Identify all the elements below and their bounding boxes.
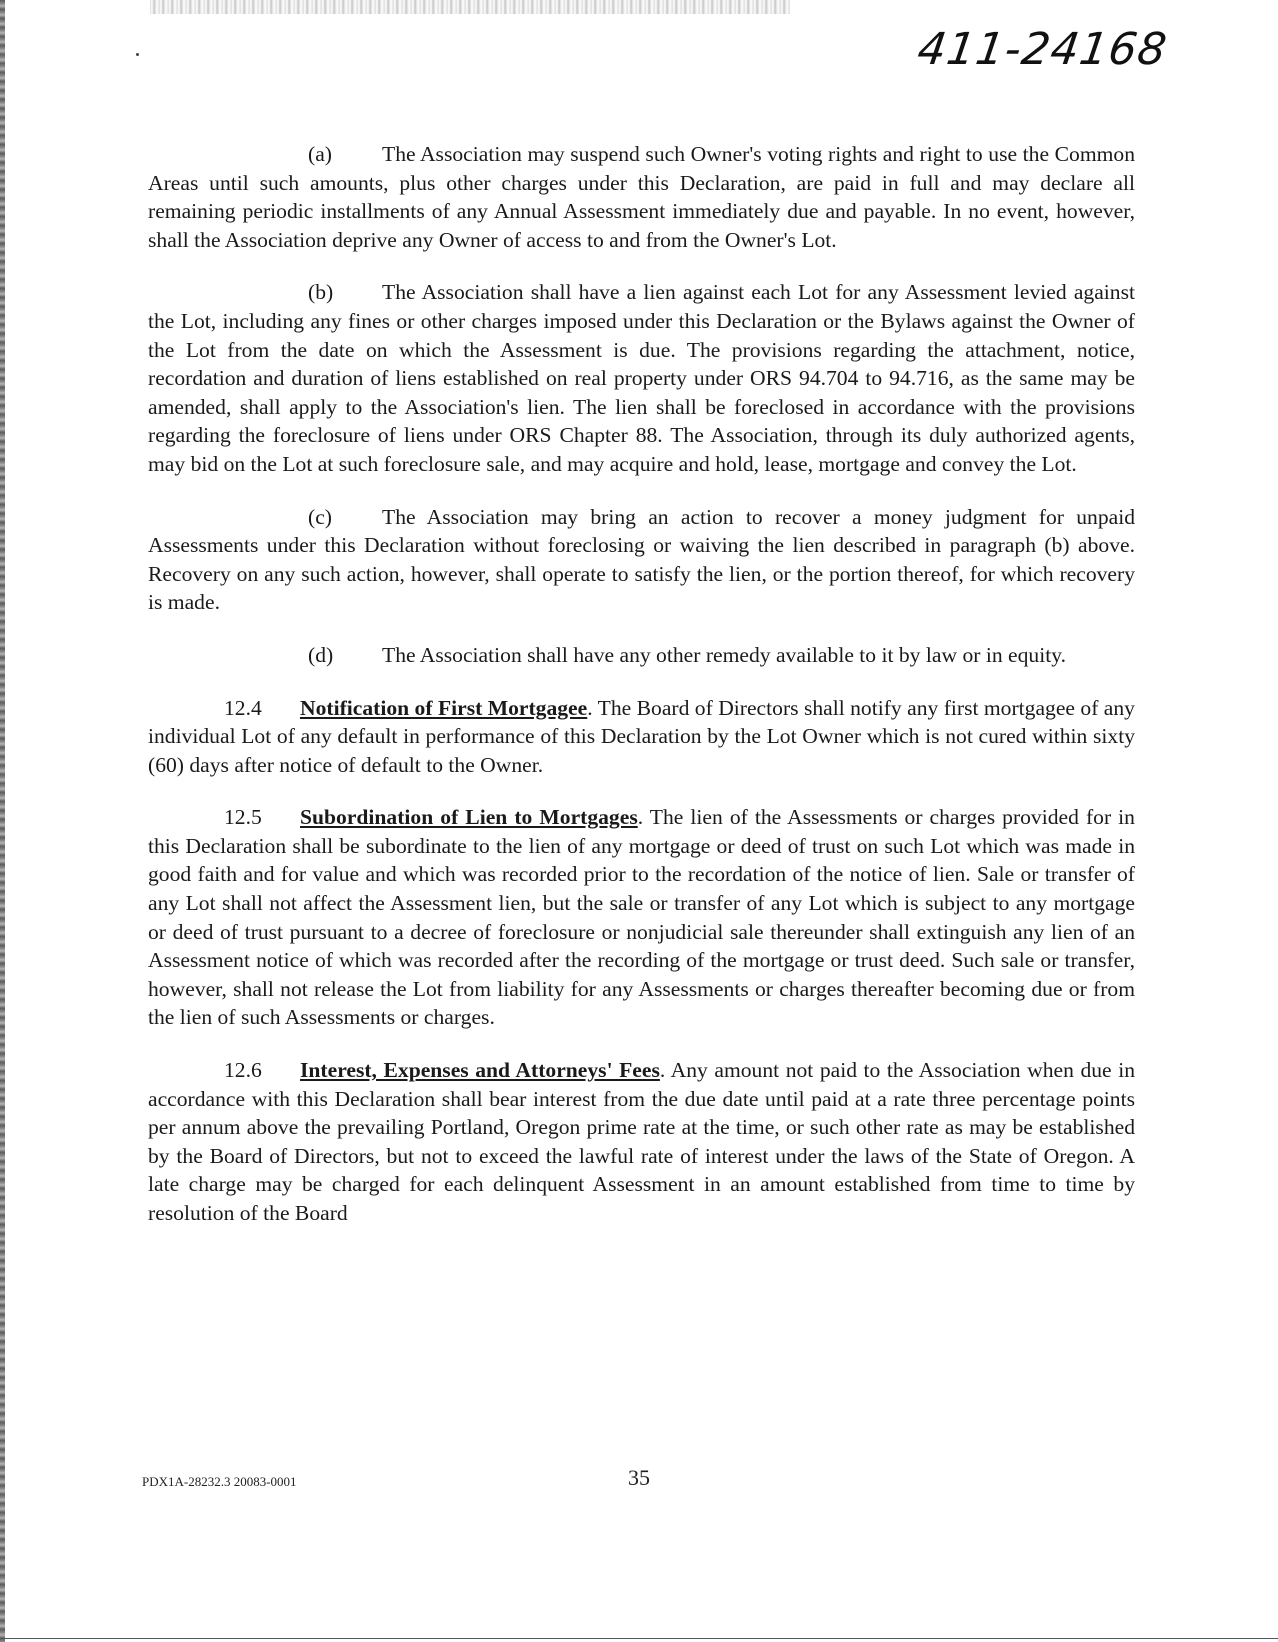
section-12-5 bbox=[148, 803, 1135, 1032]
section-number: 12.5 bbox=[224, 805, 262, 830]
section-text: . The lien of the Assessments or charges provided for in this Declaration shall be subordinate to the lien of any mortgage or deed of trust on such Lot which was made in good faith and for value and which was recorded prior to the recordation of the notice of lien. Sale or transfer of any Lot shall not affect the Assessment lien, but the sale or transfer of any Lot which is subject to any mortgage or deed of trust pursuant to a decree of foreclosure or nonjudicial sale thereunder shall extinguish any lien of an Assessment notice of which was recorded after the recording of the mortgage or trust deed. Such sale or transfer, however, shall not release the Lot from liability for any Assessments or charges thereafter becoming due or from the lien of such Assessments or charges. bbox=[148, 805, 1135, 1030]
section-number: 12.4 bbox=[224, 695, 262, 720]
paragraph-text: The Association shall have any other remedy available to it by law or in equity. bbox=[382, 642, 1067, 667]
paragraph-c bbox=[148, 503, 1135, 617]
section-12-4 bbox=[148, 694, 1135, 780]
section-number: 12.6 bbox=[224, 1058, 262, 1083]
scan-edge-artifact bbox=[0, 0, 5, 1642]
paragraph-text: The Association may bring an action to recover a money judgment for unpaid Assessments under this Declaration without foreclosing or waiving the lien described in paragraph (b) above. Recovery on any such action, however, shall operate to satisfy the lien, or the portion thereof, for which recovery is made. bbox=[148, 504, 1135, 615]
paragraph-b bbox=[148, 278, 1135, 478]
paragraph-text: The Association shall have a lien against each Lot for any Assessment levied against the Lot, including any fines or other charges imposed under this Declaration or the Bylaws against the Owner of the Lot from the date on which the Assessment is due. The provisions regarding the attachment, notice, recordation and duration of liens established on real property under ORS 94.704 to 94.716, as the same may be amended, shall apply to the Association's lien. The lien shall be foreclosed in accordance with the provisions regarding the foreclosure of liens under ORS Chapter 88. The Association, through its duly authorized agents, may bid on the Lot at such foreclosure sale, and may acquire and hold, lease, mortgage and convey the Lot. bbox=[148, 280, 1135, 476]
paragraph-a bbox=[148, 140, 1135, 254]
paragraph-label: (a) bbox=[308, 142, 332, 166]
footer-document-id: PDX1A-28232.3 20083-0001 bbox=[142, 1474, 297, 1489]
section-text: . The Board of Directors shall notify any first mortgagee of any individual Lot of any default in performance of this Declaration by the Lot Owner which is not cured within sixty (60) days after notice of default to the Owner. bbox=[148, 695, 1135, 777]
scan-bottom-edge bbox=[0, 1638, 1278, 1639]
section-heading: Interest, Expenses and Attorneys' Fees bbox=[300, 1058, 660, 1083]
paragraph-label: (c) bbox=[308, 504, 332, 529]
section-heading: Subordination of Lien to Mortgages bbox=[300, 805, 638, 830]
paragraph-text: The Association may suspend such Owner's voting rights and right to use the Common Areas until such amounts, plus other charges under this Declaration, are paid in full and may declare all remaining periodic installments of any Annual Assessment immediately due and payable. In no event, however, shall the Association deprive any Owner of access to and from the Owner's Lot. bbox=[148, 142, 1135, 252]
paragraph-d bbox=[148, 641, 1135, 670]
document-body bbox=[148, 140, 1135, 1252]
section-heading: Notification of First Mortgagee bbox=[300, 695, 588, 720]
handwritten-document-number: 411-24168 bbox=[914, 24, 1171, 75]
scan-noise-artifact bbox=[150, 0, 790, 14]
paragraph-label: (d) bbox=[308, 642, 334, 667]
paragraph-label: (b) bbox=[308, 280, 334, 305]
scan-speck bbox=[136, 53, 139, 56]
page-number: 35 bbox=[628, 1465, 650, 1490]
section-12-6 bbox=[148, 1056, 1135, 1228]
section-text: . Any amount not paid to the Association when due in accordance with this Declaration shall bear interest from the due date until paid at a rate three percentage points per annum above the prevailing Portland, Oregon prime rate at the time, or such other rate as may be established by the Board of Directors, but not to exceed the lawful rate of interest under the laws of the State of Oregon. A late charge may be charged for each delinquent Assessment in an amount established from time to time by resolution of the Board bbox=[148, 1058, 1135, 1225]
